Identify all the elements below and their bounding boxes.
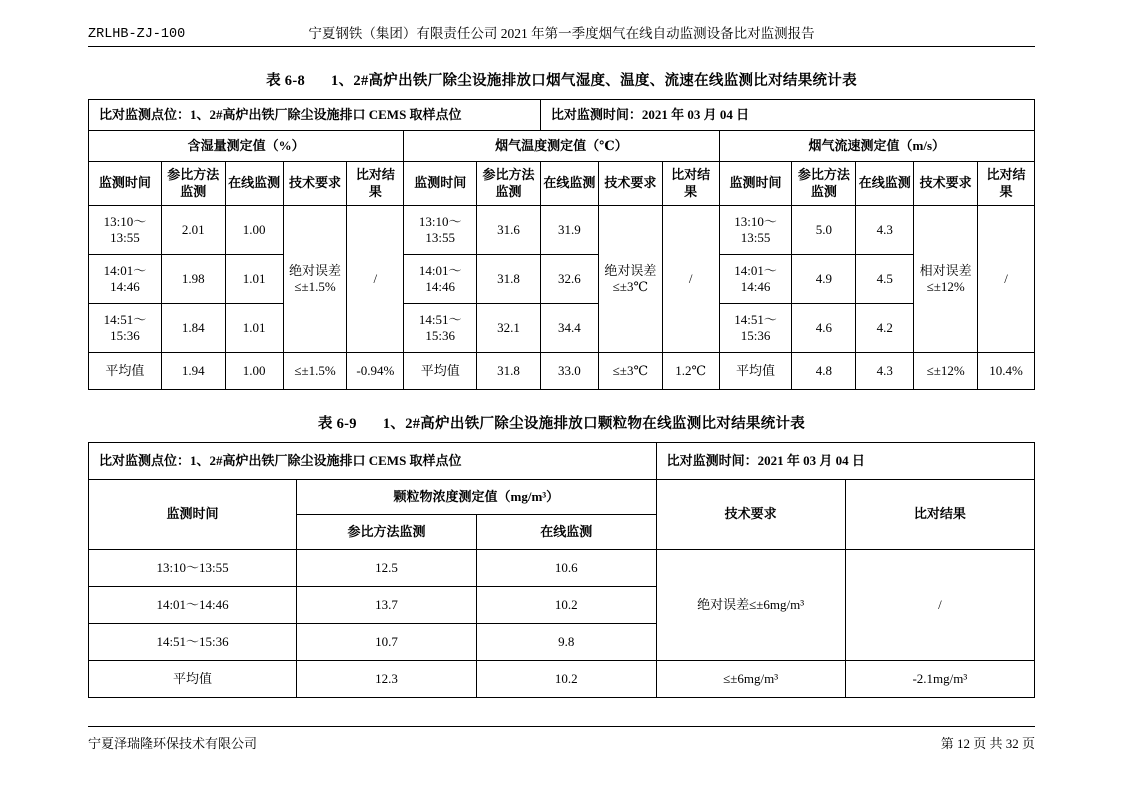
velocity-time-1: 13:10～13:55 <box>719 206 792 255</box>
velocity-avg-result: 10.4% <box>978 353 1035 390</box>
footer-company: 宁夏泽瑞隆环保技术有限公司 <box>88 736 258 751</box>
pm-requirement: 绝对误差≤±6mg/m³ <box>656 550 845 661</box>
temperature-time-2: 14:01～14:46 <box>404 255 477 304</box>
temperature-avg-ref: 31.8 <box>477 353 541 390</box>
col-header-result-temperature: 比对结果 <box>662 162 719 206</box>
humidity-online-3: 1.01 <box>225 304 283 353</box>
temperature-result: / <box>662 206 719 353</box>
humidity-avg-ref: 1.94 <box>161 353 225 390</box>
col-header-ref-temperature: 参比方法监测 <box>477 162 541 206</box>
humidity-ref-2: 1.98 <box>161 255 225 304</box>
table-68-info-row <box>89 100 1035 131</box>
velocity-requirement: 相对误差≤±12% <box>914 206 978 353</box>
velocity-avg-requirement: ≤±12% <box>914 353 978 390</box>
velocity-avg-label: 平均值 <box>719 353 792 390</box>
table-row <box>89 304 1035 353</box>
pm-time-3: 14:51～15:36 <box>89 624 297 661</box>
table-68-column-header-row <box>89 162 1035 206</box>
col-header-time-temperature: 监测时间 <box>404 162 477 206</box>
velocity-online-1: 4.3 <box>856 206 914 255</box>
velocity-avg-ref: 4.8 <box>792 353 856 390</box>
pm-ref-3: 10.7 <box>297 624 477 661</box>
group-header-temperature: 烟气温度测定值（℃） <box>404 131 719 162</box>
velocity-online-3: 4.2 <box>856 304 914 353</box>
col-header-req-temperature: 技术要求 <box>598 162 662 206</box>
table-69-caption <box>88 412 1035 433</box>
temperature-avg-result: 1.2℃ <box>662 353 719 390</box>
velocity-ref-2: 4.9 <box>792 255 856 304</box>
document-header-title: 宁夏钢铁（集团）有限责任公司 2021 年第一季度烟气在线自动监测设备比对监测报告 <box>308 26 815 41</box>
pm-avg-result: -2.1mg/m³ <box>845 661 1034 698</box>
col-header-result-humidity: 比对结果 <box>347 162 404 206</box>
col-header-time-velocity: 监测时间 <box>719 162 792 206</box>
col-header-time-pm: 监测时间 <box>89 480 297 550</box>
humidity-result: / <box>347 206 404 353</box>
page-header <box>88 0 1035 47</box>
table-69 <box>88 442 1035 698</box>
table-average-row <box>89 661 1035 698</box>
pm-avg-label: 平均值 <box>89 661 297 698</box>
col-header-online-temperature: 在线监测 <box>540 162 598 206</box>
table-69-point-label: 比对监测点位：1、2#高炉出铁厂除尘设施排口 CEMS 取样点位 <box>89 443 657 480</box>
velocity-ref-1: 5.0 <box>792 206 856 255</box>
temperature-ref-1: 31.6 <box>477 206 541 255</box>
humidity-ref-3: 1.84 <box>161 304 225 353</box>
pm-avg-ref: 12.3 <box>297 661 477 698</box>
col-header-requirement-pm: 技术要求 <box>656 480 845 550</box>
velocity-result: / <box>978 206 1035 353</box>
table-68 <box>88 99 1035 390</box>
table-69-time-label: 比对监测时间：2021 年 03 月 04 日 <box>656 443 1034 480</box>
velocity-time-2: 14:01～14:46 <box>719 255 792 304</box>
temperature-online-2: 32.6 <box>540 255 598 304</box>
page-footer <box>88 726 1035 752</box>
humidity-online-1: 1.00 <box>225 206 283 255</box>
humidity-online-2: 1.01 <box>225 255 283 304</box>
humidity-time-2: 14:01～14:46 <box>89 255 162 304</box>
velocity-time-3: 14:51～15:36 <box>719 304 792 353</box>
group-header-humidity: 含湿量测定值（%） <box>89 131 404 162</box>
temperature-time-3: 14:51～15:36 <box>404 304 477 353</box>
pm-online-1: 10.6 <box>476 550 656 587</box>
temperature-requirement: 绝对误差≤±3℃ <box>598 206 662 353</box>
velocity-ref-3: 4.6 <box>792 304 856 353</box>
temperature-ref-3: 32.1 <box>477 304 541 353</box>
table-68-caption <box>88 69 1035 90</box>
humidity-avg-requirement: ≤±1.5% <box>283 353 347 390</box>
temperature-online-1: 31.9 <box>540 206 598 255</box>
humidity-avg-online: 1.00 <box>225 353 283 390</box>
temperature-avg-label: 平均值 <box>404 353 477 390</box>
table-69-number: 表 6-9 <box>317 416 357 432</box>
col-header-ref-pm: 参比方法监测 <box>297 515 477 550</box>
col-header-online-humidity: 在线监测 <box>225 162 283 206</box>
table-row <box>89 206 1035 255</box>
table-68-number: 表 6-8 <box>266 73 306 89</box>
group-header-pm-concentration: 颗粒物浓度测定值（mg/m³） <box>297 480 656 515</box>
temperature-avg-online: 33.0 <box>540 353 598 390</box>
humidity-ref-1: 2.01 <box>161 206 225 255</box>
col-header-req-velocity: 技术要求 <box>914 162 978 206</box>
temperature-ref-2: 31.8 <box>477 255 541 304</box>
humidity-time-1: 13:10～13:55 <box>89 206 162 255</box>
document-code: ZRLHB-ZJ-100 <box>88 27 186 42</box>
pm-time-2: 14:01～14:46 <box>89 587 297 624</box>
footer-page-number: 第 12 页 共 32 页 <box>940 736 1035 751</box>
col-header-result-velocity: 比对结果 <box>978 162 1035 206</box>
table-69-header-row-1 <box>89 480 1035 515</box>
table-average-row <box>89 353 1035 390</box>
table-68-group-header-row <box>89 131 1035 162</box>
table-69-info-row <box>89 443 1035 480</box>
table-68-time-label: 比对监测时间：2021 年 03 月 04 日 <box>540 100 1034 131</box>
pm-online-2: 10.2 <box>476 587 656 624</box>
humidity-time-3: 14:51～15:36 <box>89 304 162 353</box>
col-header-req-humidity: 技术要求 <box>283 162 347 206</box>
table-row <box>89 255 1035 304</box>
velocity-avg-online: 4.3 <box>856 353 914 390</box>
table-68-point-label: 比对监测点位：1、2#高炉出铁厂除尘设施排口 CEMS 取样点位 <box>89 100 541 131</box>
pm-time-1: 13:10～13:55 <box>89 550 297 587</box>
pm-avg-online: 10.2 <box>476 661 656 698</box>
group-header-velocity: 烟气流速测定值（m/s） <box>719 131 1034 162</box>
table-row <box>89 550 1035 587</box>
temperature-avg-requirement: ≤±3℃ <box>598 353 662 390</box>
humidity-requirement: 绝对误差≤±1.5% <box>283 206 347 353</box>
pm-online-3: 9.8 <box>476 624 656 661</box>
pm-ref-1: 12.5 <box>297 550 477 587</box>
col-header-time-humidity: 监测时间 <box>89 162 162 206</box>
temperature-time-1: 13:10～13:55 <box>404 206 477 255</box>
humidity-avg-result: -0.94% <box>347 353 404 390</box>
col-header-result-pm: 比对结果 <box>845 480 1034 550</box>
col-header-ref-velocity: 参比方法监测 <box>792 162 856 206</box>
col-header-ref-humidity: 参比方法监测 <box>161 162 225 206</box>
table-69-title: 1、2#高炉出铁厂除尘设施排放口颗粒物在线监测比对结果统计表 <box>382 416 806 432</box>
pm-ref-2: 13.7 <box>297 587 477 624</box>
temperature-online-3: 34.4 <box>540 304 598 353</box>
col-header-online-velocity: 在线监测 <box>856 162 914 206</box>
table-68-title: 1、2#高炉出铁厂除尘设施排放口烟气湿度、温度、流速在线监测比对结果统计表 <box>331 73 857 89</box>
pm-avg-requirement: ≤±6mg/m³ <box>656 661 845 698</box>
velocity-online-2: 4.5 <box>856 255 914 304</box>
col-header-online-pm: 在线监测 <box>476 515 656 550</box>
humidity-avg-label: 平均值 <box>89 353 162 390</box>
pm-result: / <box>845 550 1034 661</box>
